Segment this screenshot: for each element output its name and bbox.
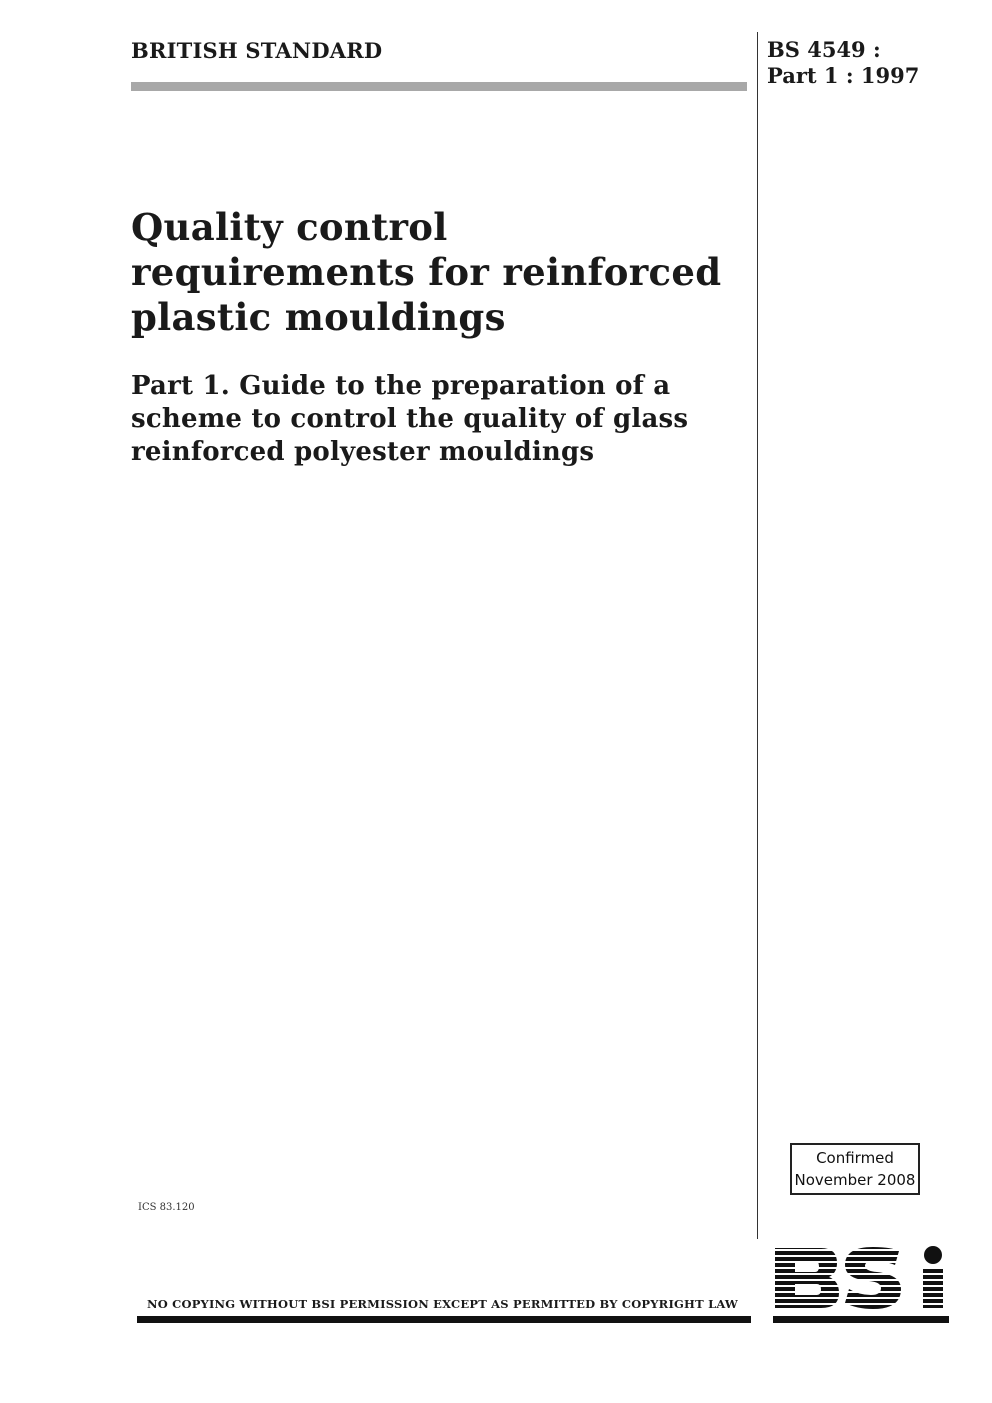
ics-code: ICS 83.120 (138, 1202, 195, 1213)
header-label: BRITISH STANDARD (131, 38, 383, 63)
vertical-rule (757, 32, 758, 1239)
standard-number-line2: Part 1 : 1997 (767, 63, 920, 88)
confirmed-date: November 2008 (794, 1171, 916, 1189)
standard-number-line1: BS 4549 : (767, 37, 881, 62)
standard-number (767, 37, 919, 89)
copyright-notice: NO COPYING WITHOUT BSI PERMISSION EXCEPT AS PERMITTED BY COPYRIGHT LAW (147, 1297, 739, 1311)
sub-title: Part 1. Guide to the preparation of a scheme to control the quality of glass reinforced polyester mouldings (131, 371, 689, 467)
bottom-rule (137, 1316, 751, 1323)
main-title: Quality control requirements for reinforced plastic mouldings (131, 205, 722, 339)
header-rule (131, 82, 747, 91)
confirmed-label: Confirmed (816, 1149, 894, 1167)
confirmed-box (790, 1143, 920, 1195)
bsi-logo (773, 1245, 949, 1311)
bottom-rule-logo (773, 1316, 949, 1323)
